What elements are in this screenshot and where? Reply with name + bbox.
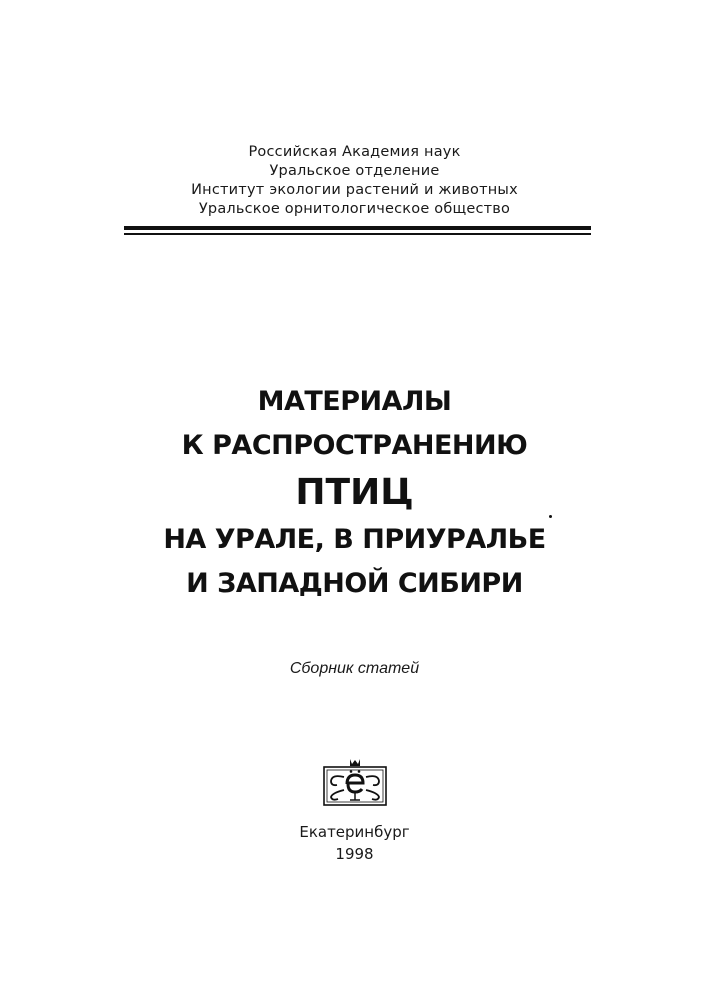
title-line-5: И ЗАПАДНОЙ СИБИРИ [186, 568, 523, 599]
header-line-branch: Уральское отделение [269, 163, 440, 179]
publisher-emblem-icon [322, 757, 388, 807]
header-line-institute: Институт экологии растений и животных [191, 182, 518, 198]
book-subtitle: Сборник статей [289, 660, 420, 677]
header-rule-thick [124, 226, 591, 230]
institution-header [0, 143, 709, 219]
title-line-1: МАТЕРИАЛЫ [257, 386, 452, 417]
book-title [0, 380, 709, 606]
header-line-academy: Российская Академия наук [248, 144, 461, 160]
title-line-3: ПТИЦ [295, 472, 414, 513]
print-speck [549, 515, 552, 518]
header-line-society: Уральское орнитологическое общество [198, 201, 511, 217]
header-rule-thin [124, 233, 591, 235]
title-line-4: НА УРАЛЕ, В ПРИУРАЛЬЕ [163, 524, 546, 555]
title-line-2: К РАСПРОСТРАНЕНИЮ [181, 430, 528, 461]
imprint [0, 821, 709, 865]
imprint-year: 1998 [335, 845, 374, 863]
imprint-city: Екатеринбург [299, 823, 410, 841]
